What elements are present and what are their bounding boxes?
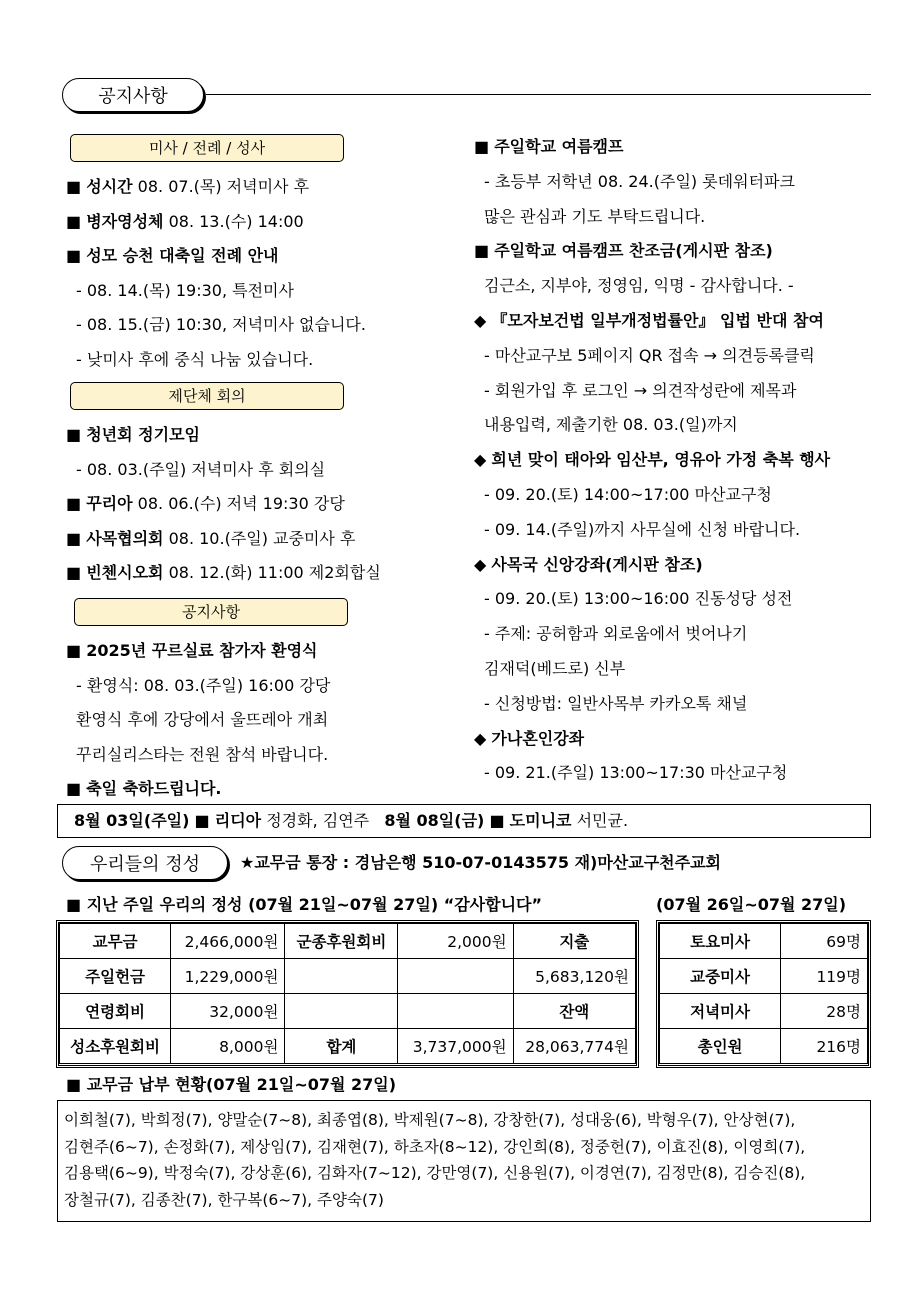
account-info: ★교무금 통장 : 경남은행 510-07-0143575 재)마산교구천주교회 [240, 853, 721, 872]
table-label-cell: 연령회비 [60, 994, 171, 1029]
attendance-count-cell: 28명 [781, 994, 868, 1029]
item-text: - 낮미사 후에 중식 나눔 있습니다. [76, 349, 314, 369]
table-value-cell: 8,000원 [171, 1029, 285, 1064]
bullet-icon: ■ [66, 528, 82, 548]
attendance-label-cell: 토요미사 [660, 924, 781, 959]
offering-header: 우리들의 정성 [62, 846, 228, 880]
attendance-count-cell: 216명 [781, 1029, 868, 1064]
list-item [66, 493, 345, 515]
item-heading: 가나혼인강좌 [491, 728, 585, 748]
table-label-cell: 주일헌금 [60, 959, 171, 994]
list-item [66, 778, 222, 800]
mass-section-label: 미사 / 전례 / 성사 [70, 134, 344, 162]
attendance-count-cell: 69명 [781, 924, 868, 959]
bullet-icon: ■ [66, 177, 82, 196]
bullet-icon: ■ [66, 246, 82, 265]
item-heading: 축일 축하드립니다. [86, 779, 222, 798]
list-item [76, 280, 294, 302]
item-text: 김재덕(베드로) 신부 [484, 659, 626, 678]
item-text: - 08. 15.(금) 10:30, 저녁미사 없습니다. [76, 315, 366, 334]
table-value-cell: 32,000원 [171, 994, 285, 1029]
item-text: 내용입력, 제출기한 08. 03.(일)까지 [484, 415, 738, 435]
item-text: - 08. 03.(주일) 저녁미사 후 회의실 [76, 459, 326, 479]
dues-box [57, 1100, 871, 1222]
feast-line: 8월 03일(주일) ■ 리디아 정경화, 김연주 8월 08일(금) ■ 도미니코 서민균. [74, 811, 629, 830]
list-item [66, 245, 279, 267]
bullet-icon: ■ [66, 779, 82, 798]
notice-section-label: 공지사항 [74, 598, 348, 626]
list-item [66, 528, 355, 550]
table-value-cell: 5,683,120원 [513, 959, 635, 994]
item-text: - 09. 14.(주일)까지 사무실에 신청 바랍니다. [484, 519, 801, 539]
list-item [66, 211, 304, 233]
header-divider [206, 94, 871, 95]
list-item [484, 275, 794, 297]
table-label-cell: 성소후원회비 [60, 1029, 171, 1064]
list-item [474, 136, 623, 158]
item-heading: 사목협의회 [86, 528, 164, 548]
item-heading: 희년 맞이 태아와 임산부, 영유아 가정 축복 행사 [491, 450, 831, 470]
item-heading: 『모자보건법 일부개정법률안』 입법 반대 참여 [491, 311, 824, 330]
list-item [76, 744, 328, 766]
item-text: - 초등부 저학년 08. 24.(주일) 롯데워터파크 [484, 171, 795, 191]
list-item [66, 562, 381, 584]
item-text: - 09. 20.(토) 13:00~16:00 진동성당 성전 [484, 589, 793, 609]
table-row [660, 959, 868, 994]
table-label-cell [285, 994, 398, 1029]
list-item [76, 709, 328, 731]
item-text: 08. 07.(목) 저녁미사 후 [132, 177, 310, 196]
table-row [660, 994, 868, 1029]
item-text: 08. 06.(수) 저녁 19:30 강당 [132, 494, 345, 513]
table-row [60, 994, 636, 1029]
item-heading: 주일학교 여름캠프 [494, 137, 624, 156]
dues-title: ■ 교무금 납부 현황(07월 21일~07월 27일) [66, 1075, 397, 1094]
item-heading: 2025년 꾸르실료 참가자 환영식 [86, 641, 318, 660]
table-value-cell [398, 959, 513, 994]
names-1: 정경화, 김연주 [261, 811, 370, 830]
item-text: 많은 관심과 기도 부탁드립니다. [484, 206, 706, 226]
bullet-icon: ◆ [474, 728, 487, 748]
item-heading: 빈첸시오회 [86, 563, 164, 582]
table-label-cell [285, 959, 398, 994]
table-row [60, 959, 636, 994]
item-text: - 08. 14.(목) 19:30, 특전미사 [76, 280, 294, 300]
council-section-label: 제단체 회의 [70, 382, 344, 410]
bullet-icon: ■ [66, 425, 82, 444]
bullet-icon: ■ [66, 563, 82, 582]
list-item [484, 345, 815, 367]
saint-1: 리디아 [214, 811, 262, 830]
item-text: - 환영식: 08. 03.(주일) 16:00 강당 [76, 675, 331, 695]
table-value-cell: 2,000원 [398, 924, 513, 959]
table-label-cell: 지출 [513, 924, 635, 959]
list-item [76, 459, 325, 481]
names-2: 서민균. [571, 811, 629, 830]
table-value-cell: 1,229,000원 [171, 959, 285, 994]
list-item [484, 484, 772, 506]
feast-date-2: 8월 08일(금) [384, 811, 485, 830]
bullet-icon: ◆ [474, 450, 487, 470]
attendance-count-cell: 119명 [781, 959, 868, 994]
notice-header: 공지사항 [62, 78, 204, 112]
dues-line: 김용택(6~9), 박정숙(7), 강상훈(6), 김화자(7~12), 강만영(7), 신용원(7), 이경연(7), 김정만(8), 김승진(8), [64, 1164, 806, 1182]
list-item [484, 519, 800, 541]
list-item [474, 554, 703, 576]
feast-date-1: 8월 03일(주일) [74, 811, 190, 830]
table-row [660, 1029, 868, 1064]
dues-line: 김현주(6~7), 손정화(7), 제상임(7), 김재현(7), 하초자(8~12), 강인희(8), 정중헌(7), 이효진(8), 이영희(7), [64, 1137, 806, 1156]
attendance-table [659, 923, 868, 1064]
list-item [474, 728, 584, 750]
item-heading: 성모 승천 대축일 전례 안내 [86, 246, 279, 265]
dues-line: 이희철(7), 박희정(7), 양말순(7~8), 최종엽(8), 박제원(7~8), 강창한(7), 성대웅(6), 박형우(7), 안상현(7), [64, 1111, 796, 1129]
list-item [484, 693, 747, 715]
bullet-icon: ■ [66, 641, 82, 660]
bullet-icon: ■ [474, 241, 490, 261]
table-value-cell: 28,063,774원 [513, 1029, 635, 1064]
table-label-cell: 잔액 [513, 994, 635, 1029]
list-item [484, 380, 796, 402]
list-item [484, 171, 795, 193]
attendance-title: (07월 26일~07월 27일) [656, 895, 847, 914]
offering-table [59, 923, 636, 1064]
list-item [474, 240, 773, 262]
table-value-cell: 2,466,000원 [171, 924, 285, 959]
item-text: 꾸리실리스타는 전원 참석 바랍니다. [76, 744, 329, 764]
table-row [60, 924, 636, 959]
table-row [60, 1029, 636, 1064]
list-item [66, 424, 200, 446]
item-heading: 성시간 [86, 177, 133, 196]
item-text: - 주제: 공허함과 외로움에서 벗어나기 [484, 624, 748, 644]
item-text: - 09. 21.(주일) 13:00~17:30 마산교구청 [484, 763, 788, 783]
list-item [484, 623, 747, 645]
list-item [66, 640, 317, 662]
list-item [474, 310, 824, 332]
item-heading: 사목국 신앙강좌(게시판 참조) [491, 554, 703, 574]
attendance-label-cell: 교중미사 [660, 959, 781, 994]
table-value-cell [398, 994, 513, 1029]
item-text: 08. 12.(화) 11:00 제2회합실 [163, 563, 381, 582]
attendance-label-cell: 총인원 [660, 1029, 781, 1064]
table-label-cell: 합계 [285, 1029, 398, 1064]
item-text: - 회원가입 후 로그인 → 의견작성란에 제목과 [484, 380, 797, 400]
item-heading: 병자영성체 [86, 211, 164, 231]
list-item [76, 349, 313, 371]
list-item [76, 314, 366, 336]
list-item [484, 762, 787, 784]
item-heading: 꾸리아 [86, 494, 133, 513]
bullet-icon: ■ [474, 137, 490, 156]
list-item [484, 588, 792, 610]
week-title: ■ 지난 주일 우리의 정성 (07월 21일~07월 27일) “감사합니다” [66, 895, 543, 914]
list-item [484, 206, 705, 228]
attendance-label-cell: 저녁미사 [660, 994, 781, 1029]
bullet-icon: ◆ [474, 311, 487, 330]
bullet-icon: ■ [66, 494, 82, 513]
bullet-icon: ◆ [474, 554, 487, 574]
table-row [660, 924, 868, 959]
list-item [474, 449, 830, 471]
item-text: 08. 13.(수) 14:00 [163, 211, 304, 231]
dues-line: 장철규(7), 김종찬(7), 한구복(6~7), 주양숙(7) [64, 1190, 384, 1209]
table-label-cell: 교무금 [60, 924, 171, 959]
table-label-cell: 군종후원회비 [285, 924, 398, 959]
item-heading: 청년회 정기모임 [86, 425, 200, 444]
item-text: 환영식 후에 강당에서 울뜨레아 개최 [76, 710, 329, 729]
list-item [484, 414, 738, 436]
table-value-cell: 3,737,000원 [398, 1029, 513, 1064]
item-text: - 신청방법: 일반사목부 카카오톡 채널 [484, 693, 748, 713]
item-heading: 주일학교 여름캠프 찬조금(게시판 참조) [494, 241, 773, 261]
item-text: 08. 10.(주일) 교중미사 후 [163, 528, 356, 548]
list-item [76, 675, 330, 697]
list-item [484, 658, 625, 680]
list-item [66, 176, 309, 198]
item-text: - 마산교구보 5페이지 QR 접속 → 의견등록클릭 [484, 345, 815, 365]
item-text: - 09. 20.(토) 14:00~17:00 마산교구청 [484, 485, 772, 504]
feast-box [57, 804, 871, 838]
item-text: 김근소, 지부야, 정영임, 익명 - 감사합니다. - [484, 276, 794, 296]
dues-lines [64, 1107, 805, 1213]
saint-2: 도미니코 [509, 811, 572, 830]
bullet-icon: ■ [66, 211, 82, 231]
